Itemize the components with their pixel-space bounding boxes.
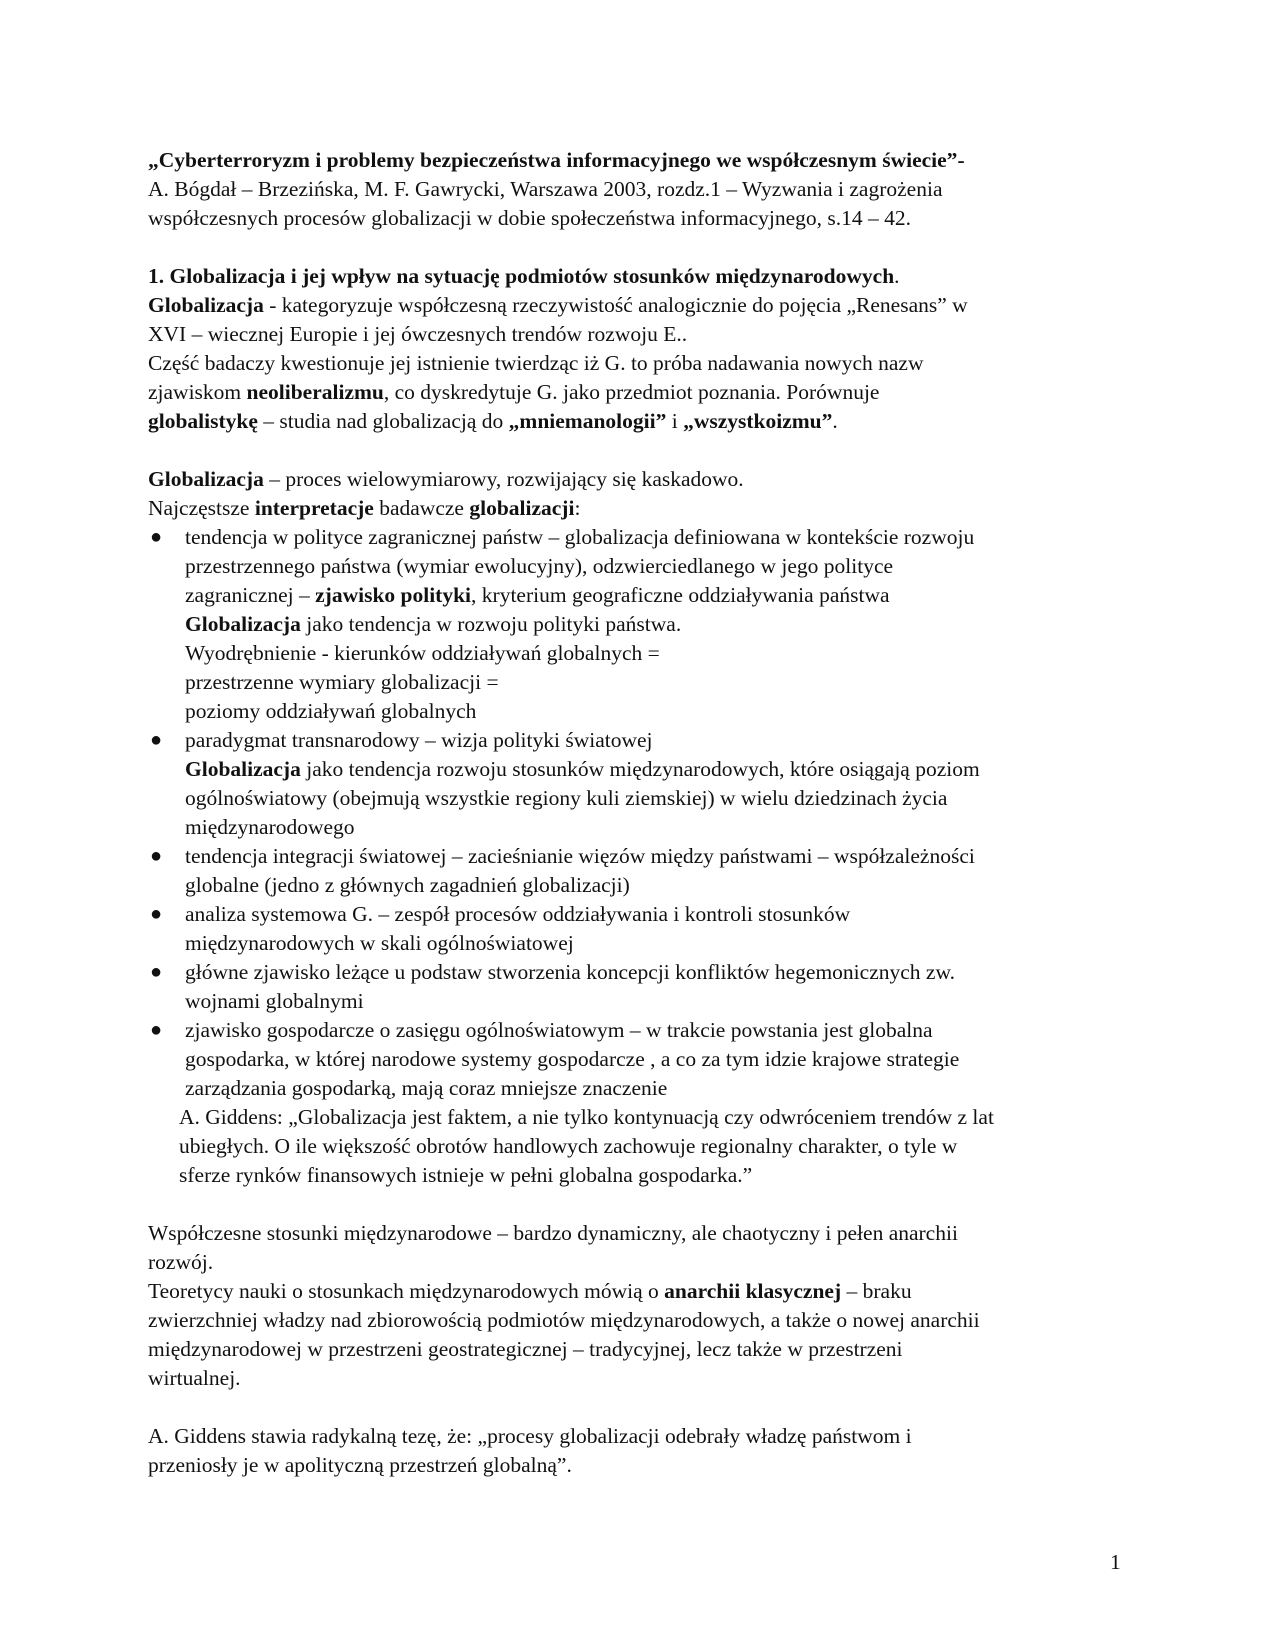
bullet-icon: ● — [150, 961, 163, 983]
bullet-icon: ● — [150, 526, 163, 548]
section-1: 1. Globalizacja i jej wpływ na sytuację podmiotów stosunków międzynarodowych. Globalizacja - kategoryzuje współczesną rzeczywistość analogicznie do pojęcia „Renesans” w XVI – wiecznej Europie i jej ówczesnych trendów rozwoju E.. Część badaczy kwestionuje jej istnienie twierdząc iż G. to próba nadawania nowych nazw zjawiskom neoliberalizmu, co dyskredytuje G. jako przedmiot poznania. Porównuje globalistykę – studia nad globalizacją do „mniemanologii” i „wszystkoizmu”. — [148, 264, 968, 433]
bullet-icon: ● — [150, 1019, 163, 1041]
bullet-icon: ● — [150, 845, 163, 867]
document-page — [148, 146, 1138, 1480]
list-item: ● tendencja integracji światowej – zacieśnianie więzów między państwami – współzależności globalne (jedno z głównych zagadnień globalizacji) — [150, 844, 975, 897]
list-item: ● paradygmat transnarodowy – wizja polityki światowej Globalizacja jako tendencja rozwoju stosunków międzynarodowych, które osiągają poziom ogólnoświatowy (obejmują wszystkie regiony kuli ziemskiej) w wielu dziedzinach życia międzynarodowego — [150, 728, 980, 839]
list-item: ● główne zjawisko leżące u podstaw stworzenia koncepcji konfliktów hegemonicznych zw. wojnami globalnymi — [150, 960, 955, 1013]
source-citation: „Cyberterroryzm i problemy bezpieczeństwa informacyjnego we współczesnym świecie”- A. Bógdał – Brzezińska, M. F. Gawrycki, Warszawa 2003, rozdz.1 – Wyzwania i zagrożenia współczesnych procesów globalizacji w dobie społeczeństwa informacyjnego, s.14 – 42. — [148, 146, 1138, 233]
section-heading: 1. Globalizacja i jej wpływ na sytuację podmiotów stosunków międzynarodowych — [148, 264, 895, 288]
giddens-quote: A. Giddens: „Globalizacja jest faktem, a nie tylko kontynuacją czy odwróceniem trendów z lat ubiegłych. O ile większość obrotów handlowych zachowuje regionalny charakter, o tyle w sferze rynków finansowych istnieje w pełni globalna gospodarka.” — [179, 1105, 994, 1187]
list-item: ● analiza systemowa G. – zespół procesów oddziaływania i kontroli stosunków międzynarodowych w skali ogólnoświatowej — [150, 902, 851, 955]
section-3: Współczesne stosunki międzynarodowe – bardzo dynamiczny, ale chaotyczny i pełen anarchii rozwój. Teoretycy nauki o stosunkach międzynarodowych mówią o anarchii klasycznej – braku zwierzchniej władzy nad zbiorowością podmiotów międzynarodowych, a także o nowej anarchii międzynarodowej w przestrzeni geostrategicznej – tradycyjnej, lecz także w przestrzeni wirtualnej. A. Giddens stawia radykalną tezę, że: „procesy globalizacji odebrały władzę państwom i przeniosły je w apolityczną przestrzeń globalną”. — [148, 1221, 980, 1477]
list-item: ● tendencja w polityce zagranicznej państw – globalizacja definiowana w kontekście rozwoju przestrzennego państwa (wymiar ewolucyjny), odzwierciedlanego w jego polityce zagranicznej – zjawisko polityki, kryterium geograficzne oddziaływania państwa Globalizacja jako tendencja w rozwoju polityki państwa. Wyodrębnienie - kierunków oddziaływań globalnych = przestrzenne wymiary globalizacji = poziomy oddziaływań globalnych — [150, 525, 975, 723]
citation-line: A. Bógdał – Brzezińska, M. F. Gawrycki, Warszawa 2003, rozdz.1 – Wyzwania i zagrożenia — [148, 177, 943, 201]
interpretations-list — [148, 523, 1138, 1103]
citation-line: współczesnych procesów globalizacji w dobie społeczeństwa informacyjnego, s.14 – 42. — [148, 206, 912, 230]
document-title: „Cyberterroryzm i problemy bezpieczeństwa informacyjnego we współczesnym świecie” — [148, 148, 958, 172]
section-2: Globalizacja – proces wielowymiarowy, rozwijający się kaskadowo. Najczęstsze interpretacje badawcze globalizacji: ● tendencja w polityce zagranicznej państw – globalizacja definiowana w kontekście rozwoju przestrzennego państwa (wymiar ewolucyjny), odzwierciedlanego w jego polityce zagranicznej – zjawisko polityki, kryterium geograficzne oddziaływania państwa Globalizacja jako tendencja w rozwoju polityki państwa. Wyodrębnienie - kierunków oddziaływań globalnych = przestrzenne wymiary globalizacji = poziomy oddziaływań globalnych ● paradygmat transnarodowy – wizja polityki światowej Globalizacja jako tendencja rozwoju stosunków międzynarodowych, które osiągają poziom ogólnoświatowy (obejmują wszystkie regiony kuli ziemskiej) w wielu dziedzinach życia międzynarodowego ● tendencja integracji światowej – zacieśnianie więzów między państwami – współzależności globalne (jedno z głównych zagadnień globalizacji) ● analiza systemowa G. – zespół procesów oddziaływania i kontroli stosunków międzynarodowych w skali ogólnoświatowej ● główne zjawisko leżące u podstaw stworzenia koncepcji konfliktów hegemonicznych zw. wojnami globalnymi ● zjawisko gospodarcze o zasięgu ogólnoświatowym – w trakcie powstania jest globalna gospodarka, w której narodowe systemy gospodarcze , a co za tym idzie krajowe strategie zarządzania gospodarką, mają coraz mniejsze znaczenie A. Giddens: „Globalizacja jest faktem, a nie tylko kontynuacją czy odwróceniem trendów z lat ubiegłych. O ile większość obrotów handlowych zachowuje regionalny charakter, o tyle w sferze rynków finansowych istnieje w pełni globalna gospodarka.” — [148, 465, 1138, 1190]
bullet-icon: ● — [150, 729, 163, 751]
bullet-icon: ● — [150, 903, 163, 925]
page-number: 1 — [1110, 1550, 1121, 1574]
list-item: ● zjawisko gospodarcze o zasięgu ogólnoświatowym – w trakcie powstania jest globalna gospodarka, w której narodowe systemy gospodarcze , a co za tym idzie krajowe strategie zarządzania gospodarką, mają coraz mniejsze znaczenie — [150, 1018, 960, 1100]
